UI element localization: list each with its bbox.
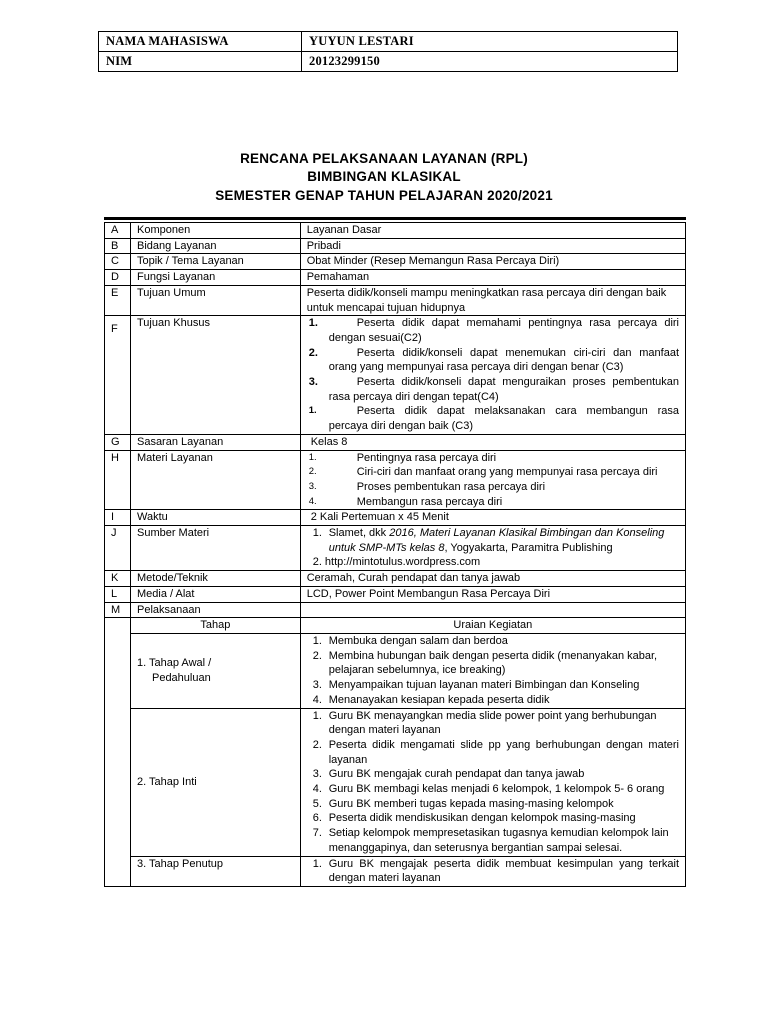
list-item: 3. Guru BK mengajak curah pendapat dan tanya jawab: [312, 768, 585, 781]
row-letter: D: [105, 270, 131, 286]
stage-awal-row: [105, 633, 686, 708]
list-item: 2. Membina hubungan baik dengan peserta didik (menanyakan kabar, pelajaran sebelumnya, ice breaking): [312, 649, 658, 677]
student-name-label: NAMA MAHASISWA: [99, 32, 302, 52]
stage-label: 2. Tahap Inti: [130, 708, 300, 856]
stage-label: 1. Tahap Awal / Pedahuluan: [130, 633, 300, 708]
list-item: 1. Guru BK mengajak peserta didik membuat kesimpulan yang terkait dengan materi layanan: [312, 857, 679, 885]
list-item: 4. Membangun rasa percaya diri: [308, 495, 503, 508]
stages-header-row: [105, 618, 686, 634]
row-value: Layanan Dasar: [300, 223, 685, 239]
student-nim-label: NIM: [99, 52, 302, 72]
activity-column-header: Uraian Kegiatan: [300, 618, 685, 634]
activity-list: [307, 857, 679, 886]
row-value: [300, 602, 685, 618]
document-title: RENCANA PELAKSANAAN LAYANAN (RPL): [240, 151, 528, 166]
student-name-value: YUYUN LESTARI: [302, 32, 678, 52]
row-value: Obat Minder (Resep Memangun Rasa Percaya Diri): [300, 254, 685, 270]
row-label: Metode/Teknik: [130, 571, 300, 587]
row-value: Peserta didik/konseli mampu meningkatkan rasa percaya diri dengan baik untuk mencapai tujuan hidupnya: [300, 285, 685, 315]
rpl-table: [104, 222, 686, 887]
stage-activities: [300, 708, 685, 856]
row-sumber-materi: [105, 526, 686, 571]
list-item: 2. Peserta didik/konseli dapat menemukan ciri-ciri dan manfaat orang yang mempunyai rasa percaya diri dengan benar (C3): [308, 346, 679, 374]
list-item: 1. Peserta didik dapat memahami pentingnya rasa percaya diri dengan sesuai(C2): [308, 317, 679, 344]
row-label: Materi Layanan: [130, 450, 300, 510]
row-pelaksanaan: [105, 602, 686, 618]
row-value: [300, 316, 685, 435]
stage-column-header: Tahap: [130, 618, 300, 634]
row-label: Fungsi Layanan: [130, 270, 300, 286]
row-letter: E: [105, 285, 131, 315]
row-media: [105, 586, 686, 602]
document-subtitle: BIMBINGAN KLASIKAL: [307, 169, 461, 184]
row-label: Bidang Layanan: [130, 238, 300, 254]
row-value: Pribadi: [300, 238, 685, 254]
row-letter: J: [105, 526, 131, 571]
list-item: 3. Proses pembentukan rasa percaya diri: [308, 480, 546, 493]
blank-cell: [105, 618, 131, 887]
row-label: Komponen: [130, 223, 300, 239]
list-item: 7. Setiap kelompok mempresetasikan tugasnya kemudian kelompok lain menanggapinya, dan seterusnya bergantian sampai selesai.: [312, 827, 669, 854]
row-topik: [105, 254, 686, 270]
row-value: 2 Kali Pertemuan x 45 Menit: [300, 510, 685, 526]
row-value: Kelas 8: [300, 434, 685, 450]
row-waktu: [105, 510, 686, 526]
row-bidang-layanan: [105, 238, 686, 254]
row-label: Sumber Materi: [130, 526, 300, 571]
list-item: 1. Slamet, dkk 2016, Materi Layanan Klasikal Bimbingan dan Konseling untuk SMP-MTs kelas 8, Yogyakarta, Paramitra Publishing: [312, 527, 665, 554]
list-item: 5. Guru BK memberi tugas kepada masing-masing kelompok: [312, 797, 614, 810]
row-label: Tujuan Umum: [130, 285, 300, 315]
row-metode: [105, 571, 686, 587]
document-semester: SEMESTER GENAP TAHUN PELAJARAN 2020/2021: [215, 188, 553, 203]
row-sasaran-layanan: [105, 434, 686, 450]
list-item: 2. Ciri-ciri dan manfaat orang yang mempunyai rasa percaya diri: [308, 466, 658, 479]
list-item: 3. Peserta didik/konseli dapat menguraikan proses pembentukan rasa percaya diri dengan tepat(C4): [308, 376, 679, 403]
row-letter: I: [105, 510, 131, 526]
list-item: 3. Menyampaikan tujuan layanan materi Bimbingan dan Konseling: [312, 679, 640, 692]
sumber-materi-list: [307, 526, 679, 555]
student-nim-row: [99, 52, 678, 72]
row-value: Ceramah, Curah pendapat dan tanya jawab: [300, 571, 685, 587]
activity-list: [307, 634, 679, 708]
list-item: 6. Peserta didik mendiskusikan dengan kelompok masing-masing: [312, 812, 636, 825]
row-value: [300, 450, 685, 510]
list-item: 2. Peserta didik mengamati slide pp yang berhubungan dengan materi layanan: [312, 738, 679, 766]
student-nim-value: 20123299150: [302, 52, 678, 72]
row-letter: H: [105, 450, 131, 510]
student-identity-table: [98, 31, 678, 72]
row-label: Topik / Tema Layanan: [130, 254, 300, 270]
student-name-row: [99, 32, 678, 52]
row-value: [300, 526, 685, 571]
list-item: 4. Guru BK membagi kelas menjadi 6 kelompok, 1 kelompok 5- 6 orang: [312, 783, 665, 796]
stage-activities: [300, 856, 685, 886]
list-item: 1. Membuka dengan salam dan berdoa: [312, 634, 508, 647]
row-fungsi-layanan: [105, 270, 686, 286]
row-label: Media / Alat: [130, 586, 300, 602]
materi-layanan-list: [307, 451, 679, 510]
row-letter: K: [105, 571, 131, 587]
row-value: Pemahaman: [300, 270, 685, 286]
tujuan-khusus-list: [307, 316, 679, 434]
activity-list: [307, 709, 679, 856]
row-letter: F: [105, 316, 131, 435]
row-label: Sasaran Layanan: [130, 434, 300, 450]
stage-label: 3. Tahap Penutup: [130, 856, 300, 886]
title-divider: [104, 217, 686, 220]
row-label: Waktu: [130, 510, 300, 526]
stage-inti-row: [105, 708, 686, 856]
stage-activities: [300, 633, 685, 708]
row-letter: C: [105, 254, 131, 270]
row-komponen: [105, 223, 686, 239]
row-tujuan-khusus: [105, 316, 686, 435]
row-materi-layanan: [105, 450, 686, 510]
row-letter: B: [105, 238, 131, 254]
row-tujuan-umum: [105, 285, 686, 315]
row-label: Tujuan Khusus: [130, 316, 300, 435]
stage-penutup-row: [105, 856, 686, 886]
row-letter: A: [105, 223, 131, 239]
list-item: 4. Menanayakan kesiapan kepada peserta didik: [312, 693, 550, 706]
source-link: 2. http://mintotulus.wordpress.com: [312, 556, 481, 569]
row-letter: M: [105, 602, 131, 618]
list-item: 1. Pentingnya rasa percaya diri: [308, 451, 497, 464]
row-value: LCD, Power Point Membangun Rasa Percaya Diri: [300, 586, 685, 602]
row-letter: G: [105, 434, 131, 450]
row-label: Pelaksanaan: [130, 602, 300, 618]
list-item: 1. Guru BK menayangkan media slide power point yang berhubungan dengan materi layanan: [312, 709, 657, 737]
row-letter: L: [105, 586, 131, 602]
list-item: 1. Peserta didik dapat melaksanakan cara membangun rasa percaya diri dengan baik (C3): [308, 405, 679, 433]
